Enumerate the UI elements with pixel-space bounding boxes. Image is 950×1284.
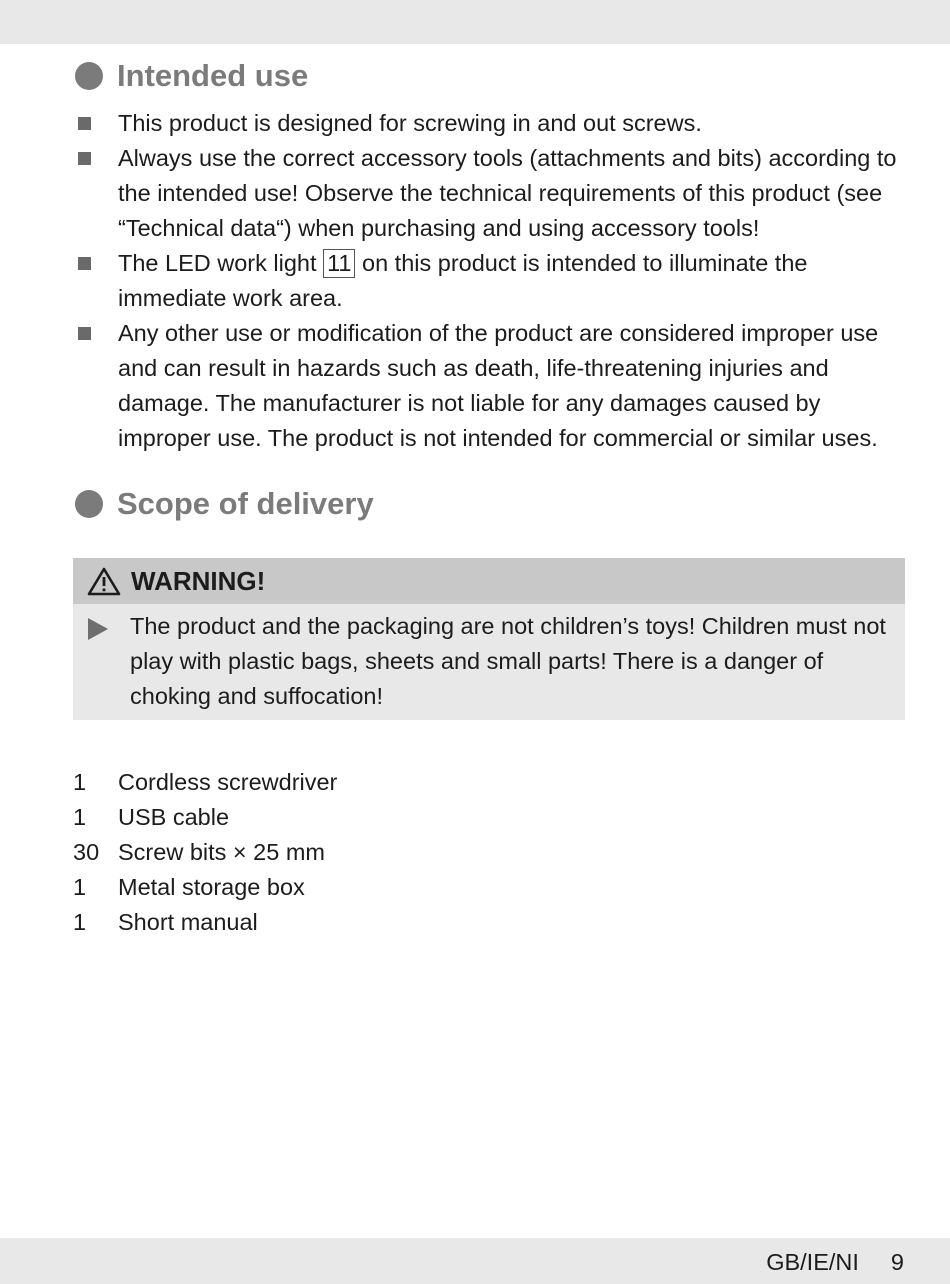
warning-header xyxy=(73,558,905,604)
list-item xyxy=(75,141,915,246)
delivery-item-name: Metal storage box xyxy=(118,874,305,900)
page-footer xyxy=(766,1247,904,1277)
delivery-quantity: 30 xyxy=(73,839,100,865)
delivery-quantity: 1 xyxy=(73,769,87,795)
delivery-item xyxy=(73,870,337,905)
section-dot-icon xyxy=(75,490,103,518)
list-item-text-before: The LED work light xyxy=(118,250,324,276)
warning-title: WARNING! xyxy=(131,565,266,596)
warning-triangle-icon xyxy=(87,566,121,596)
section-heading-scope-of-delivery xyxy=(75,486,374,522)
list-item-text-after: on this product is intended to illuminate the immediate work area. xyxy=(118,250,808,311)
arrow-right-icon xyxy=(88,618,108,640)
list-item-text: Any other use or modification of the product are considered improper use and can result in hazards such as death, life-threatening injuries and damage. The manufacturer is not liable for any damages caused by improper use. The product is not intended for commercial or similar uses. xyxy=(118,320,879,451)
top-band xyxy=(0,0,950,44)
square-bullet-icon xyxy=(78,327,91,340)
delivery-item-name: Short manual xyxy=(118,909,258,935)
list-item xyxy=(75,246,915,316)
square-bullet-icon xyxy=(78,257,91,270)
delivery-quantity: 1 xyxy=(73,804,87,830)
delivery-item-name: Screw bits × 25 mm xyxy=(118,839,325,865)
list-item-text: This product is designed for screwing in and out screws. xyxy=(118,110,702,136)
delivery-item-name: USB cable xyxy=(118,804,230,830)
delivery-item xyxy=(73,765,337,800)
delivery-quantity: 1 xyxy=(73,909,87,935)
delivery-quantity: 1 xyxy=(73,874,87,900)
section-dot-icon xyxy=(75,62,103,90)
delivery-item-name: Cordless screwdriver xyxy=(118,769,338,795)
list-item-text: Always use the correct accessory tools (attachments and bits) according to the intended use! Observe the technical requirements of this product (see “Technical data“) when purchasing and using accessory tools! xyxy=(118,145,897,241)
square-bullet-icon xyxy=(78,152,91,165)
section-title: Scope of delivery xyxy=(117,486,374,521)
list-item xyxy=(75,316,915,456)
delivery-item xyxy=(73,800,337,835)
list-item xyxy=(75,106,915,141)
square-bullet-icon xyxy=(78,117,91,130)
warning-body xyxy=(73,604,905,720)
section-heading-intended-use xyxy=(75,58,308,94)
part-reference-number: 11 xyxy=(323,249,355,278)
page-number: 9 xyxy=(890,1249,904,1275)
warning-box xyxy=(73,558,905,720)
warning-text: The product and the packaging are not children’s toys! Children must not play with plastic bags, sheets and small parts! There is a danger of choking and suffocation! xyxy=(130,613,886,709)
delivery-item xyxy=(73,835,337,870)
footer-region: GB/IE/NI xyxy=(766,1249,859,1275)
intended-use-list xyxy=(75,106,915,456)
section-title: Intended use xyxy=(117,58,309,93)
delivery-item xyxy=(73,905,337,940)
delivery-list xyxy=(73,765,337,940)
